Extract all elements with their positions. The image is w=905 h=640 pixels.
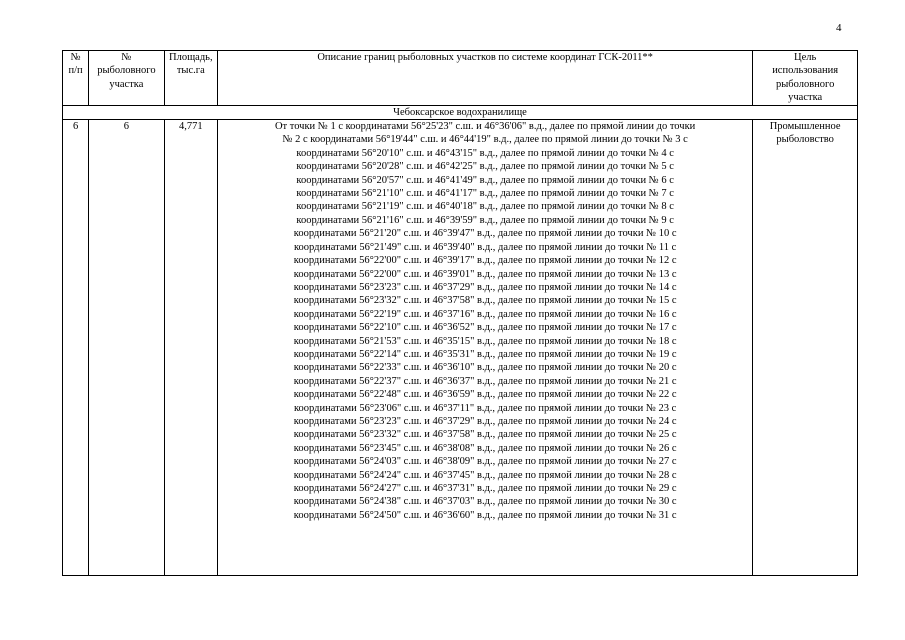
description-line: координатами 56°21'10" с.ш. и 46°41'17" в.д., далее по прямой линии до точки № 7 с bbox=[296, 188, 674, 200]
description-line: координатами 56°23'23" с.ш. и 46°37'29" в.д., далее по прямой линии до точки № 24 с bbox=[293, 415, 677, 427]
description-line: координатами 56°21'53" с.ш. и 46°35'15" в.д., далее по прямой линии до точки № 18 с bbox=[293, 335, 677, 347]
description-line: координатами 56°22'37" с.ш. и 46°36'37" в.д., далее по прямой линии до точки № 21 с bbox=[293, 375, 677, 387]
section-title: Чебоксарское водохранилище bbox=[63, 105, 858, 119]
description-line: координатами 56°21'16" с.ш. и 46°39'59" в.д., далее по прямой линии до точки № 9 с bbox=[296, 214, 674, 226]
row-area: 4,771 bbox=[164, 120, 217, 576]
header-num: № п/п bbox=[63, 51, 89, 106]
description-line: координатами 56°24'24" с.ш. и 46°37'45" в.д., далее по прямой линии до точки № 28 с bbox=[293, 469, 677, 481]
row-plot-num: 6 bbox=[89, 120, 164, 576]
description-line: координатами 56°20'57" с.ш. и 46°41'49" в.д., далее по прямой линии до точки № 6 с bbox=[296, 174, 674, 186]
description-line: координатами 56°23'32" с.ш. и 46°37'58" в.д., далее по прямой линии до точки № 25 с bbox=[293, 429, 677, 441]
description-line: координатами 56°22'48" с.ш. и 46°36'59" в.д., далее по прямой линии до точки № 22 с bbox=[293, 389, 677, 401]
description-line: координатами 56°22'19" с.ш. и 46°37'16" в.д., далее по прямой линии до точки № 16 с bbox=[293, 308, 677, 320]
description-line: координатами 56°24'50" с.ш. и 46°36'60" в.д., далее по прямой линии до точки № 31 с bbox=[293, 509, 677, 521]
description-line: координатами 56°22'00" с.ш. и 46°39'01" в.д., далее по прямой линии до точки № 13 с bbox=[293, 268, 677, 280]
row-description bbox=[217, 120, 752, 576]
description-line: координатами 56°23'45" с.ш. и 46°38'08" в.д., далее по прямой линии до точки № 26 с bbox=[293, 442, 677, 454]
description-line: координатами 56°22'33" с.ш. и 46°36'10" в.д., далее по прямой линии до точки № 20 с bbox=[293, 362, 677, 374]
description-line: координатами 56°22'14" с.ш. и 46°35'31" в.д., далее по прямой линии до точки № 19 с bbox=[293, 348, 677, 360]
section-row bbox=[63, 105, 858, 119]
description-line: координатами 56°23'32" с.ш. и 46°37'58" в.д., далее по прямой линии до точки № 15 с bbox=[293, 295, 677, 307]
header-plot-num: № рыболовного участка bbox=[89, 51, 164, 106]
description-line: № 2 с координатами 56°19'44" с.ш. и 46°44'19" в.д., далее по прямой линии до точки № 3 с bbox=[282, 134, 688, 146]
row-num: 6 bbox=[63, 120, 89, 576]
header-description: Описание границ рыболовных участков по системе координат ГСК-2011** bbox=[217, 51, 752, 106]
description-line: координатами 56°21'19" с.ш. и 46°40'18" в.д., далее по прямой линии до точки № 8 с bbox=[296, 201, 674, 213]
description-line: От точки № 1 с координатами 56°25'23" с.ш. и 46°36'06" в.д., далее по прямой линии до точки bbox=[274, 121, 696, 133]
fishing-plots-table bbox=[62, 50, 858, 576]
description-line: координатами 56°22'00" с.ш. и 46°39'17" в.д., далее по прямой линии до точки № 12 с bbox=[293, 255, 677, 267]
table-header-row bbox=[63, 51, 858, 106]
description-line: координатами 56°23'23" с.ш. и 46°37'29" в.д., далее по прямой линии до точки № 14 с bbox=[293, 281, 677, 293]
row-purpose: Промышленное рыболовство bbox=[753, 120, 858, 576]
description-line: координатами 56°24'27" с.ш. и 46°37'31" в.д., далее по прямой линии до точки № 29 с bbox=[293, 483, 677, 494]
description-line: координатами 56°24'03" с.ш. и 46°38'09" в.д., далее по прямой линии до точки № 27 с bbox=[293, 456, 677, 468]
page-number: 4 bbox=[836, 22, 842, 34]
header-purpose: Цель использования рыболовного участка bbox=[753, 51, 858, 106]
header-area: Площадь, тыс.га bbox=[164, 51, 217, 106]
description-line: координатами 56°20'28" с.ш. и 46°42'25" в.д., далее по прямой линии до точки № 5 с bbox=[296, 161, 674, 173]
description-line: координатами 56°22'10" с.ш. и 46°36'52" в.д., далее по прямой линии до точки № 17 с bbox=[293, 322, 677, 334]
description-line: координатами 56°21'20" с.ш. и 46°39'47" в.д., далее по прямой линии до точки № 10 с bbox=[293, 228, 677, 240]
table-row bbox=[63, 120, 858, 576]
description-line: координатами 56°21'49" с.ш. и 46°39'40" в.д., далее по прямой линии до точки № 11 с bbox=[293, 241, 677, 253]
description-line: координатами 56°24'38" с.ш. и 46°37'03" в.д., далее по прямой линии до точки № 30 с bbox=[293, 496, 677, 508]
description-line: координатами 56°20'10" с.ш. и 46°43'15" в.д., далее по прямой линии до точки № 4 с bbox=[296, 147, 674, 159]
description-line: координатами 56°23'06" с.ш. и 46°37'11" в.д., далее по прямой линии до точки № 23 с bbox=[293, 402, 677, 414]
